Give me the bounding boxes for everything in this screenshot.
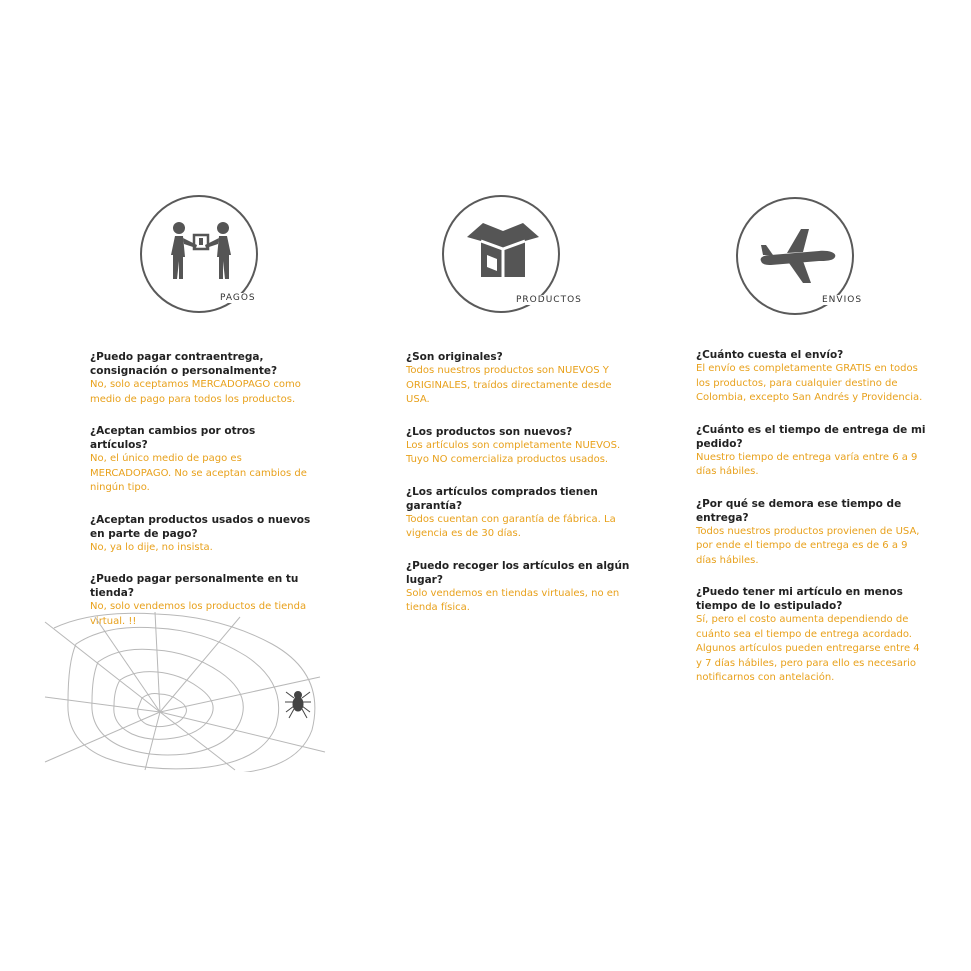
faq-question: ¿Puedo pagar personalmente en tu tienda? [90, 573, 299, 599]
faq-answer: No, ya lo dije, no insista. [90, 541, 213, 553]
section-label: PAGOS [220, 293, 256, 303]
faq-list [90, 350, 312, 629]
faq-answer: No, solo vendemos los productos de tienda virtual. !! [90, 601, 307, 627]
faq-question: ¿Aceptan cambios por otros artículos? [90, 425, 256, 451]
faq-item [90, 513, 312, 556]
faq-item [696, 423, 928, 480]
section-envios [696, 195, 928, 703]
faq-question: ¿Aceptan productos usados o nuevos en parte de pago? [90, 513, 311, 540]
faq-question: ¿Los artículos comprados tienen garantía? [406, 485, 598, 512]
faq-question: ¿Los productos son nuevos? [406, 425, 573, 438]
section-label: ENVIOS [822, 295, 863, 305]
section-productos [406, 195, 634, 633]
section-icon-wrap [406, 195, 634, 310]
faq-item [696, 497, 928, 569]
faq-list [406, 350, 634, 616]
section-icon-wrap [90, 195, 312, 310]
faq-answer: Los artículos son completamente NUEVOS. Tuyo NO comercializa productos usados. [406, 439, 621, 465]
faq-question: ¿Puedo recoger los artículos en algún lugar? [406, 559, 630, 586]
faq-answer: No, el único medio de pago es MERCADOPAGO. No se aceptan cambios de ningún tipo. [90, 453, 307, 493]
faq-question: ¿Cuánto es el tiempo de entrega de mi pedido? [696, 423, 926, 450]
faq-question: ¿Puedo pagar contraentrega, consignación o personalmente? [90, 351, 278, 377]
faq-item [406, 425, 634, 468]
faq-question: ¿Cuánto cuesta el envío? [696, 349, 844, 361]
faq-list [696, 348, 928, 686]
section-pagos [90, 195, 312, 646]
faq-question: ¿Por qué se demora ese tiempo de entrega? [696, 497, 902, 524]
faq-item [406, 350, 634, 408]
faq-answer: Todos nuestros productos provienen de USA, por ende el tiempo de entrega es de 6 a 9 días hábiles. [696, 525, 920, 566]
faq-item [696, 348, 928, 406]
faq-question: ¿Son originales? [406, 351, 503, 363]
faq-item [90, 350, 312, 407]
section-icon-wrap [696, 195, 928, 310]
faq-item [90, 424, 312, 496]
faq-answer: Todos cuentan con garantía de fábrica. La vigencia es de 30 días. [406, 513, 616, 539]
faq-answer: Sí, pero el costo aumenta dependiendo de cuánto sea el tiempo de entrega acordado. Algunos artículos pueden entregarse entre 4 y 7 días hábiles, pero para ello es necesario notificarnos con antelación. [696, 614, 920, 683]
faq-item [406, 485, 634, 542]
faq-answer: No, solo aceptamos MERCADOPAGO como medio de pago para todos los productos. [90, 379, 301, 405]
faq-answer: Nuestro tiempo de entrega varía entre 6 a 9 días hábiles. [696, 451, 918, 477]
faq-item [696, 585, 928, 686]
faq-question: ¿Puedo tener mi artículo en menos tiempo de lo estipulado? [696, 586, 903, 612]
faq-item [406, 559, 634, 616]
spider-web-icon [40, 612, 330, 776]
section-label: PRODUCTOS [516, 295, 582, 305]
faq-answer: El envío es completamente GRATIS en todos los productos, para cualquier destino de Colombia, excepto San Andrés y Providencia. [696, 363, 923, 403]
faq-answer: Todos nuestros productos son NUEVOS Y ORIGINALES, traídos directamente desde USA. [406, 365, 612, 405]
faq-answer: Solo vendemos en tiendas virtuales, no en tienda física. [406, 587, 620, 613]
